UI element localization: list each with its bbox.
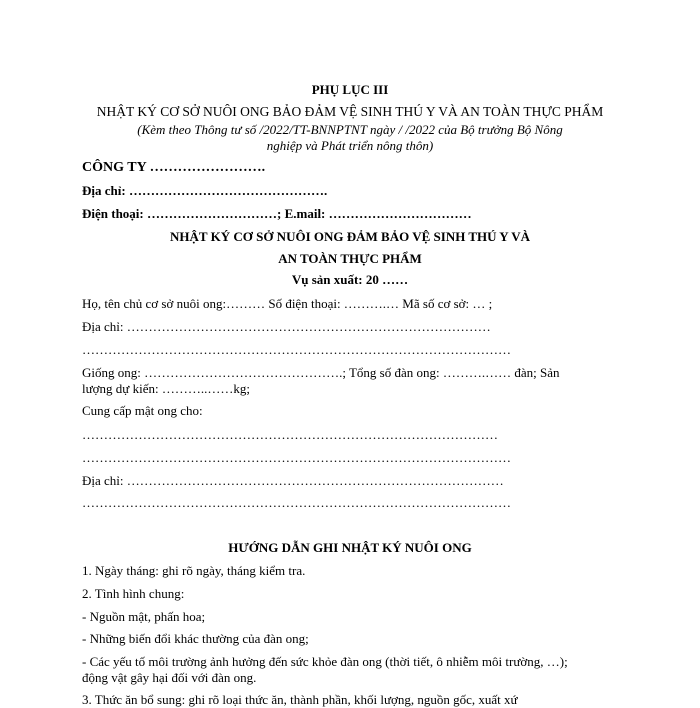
diary-season: Vụ sản xuất: 20 …… [291,272,409,287]
supply-line2: ……………………………………………………………………………………… [82,450,511,465]
guide-item3: 3. Thức ăn bổ sung: ghi rõ loại thức ăn, thành phần, khối lượng, nguồn gốc, xuất xứ [82,692,518,707]
diary-title-line1: NHẬT KÝ CƠ SỞ NUÔI ONG ĐẢM BẢO VỆ SINH THÚ Y VÀ [170,229,530,244]
address-line2: ……………………………………………………………………………………… [82,342,511,357]
appendix-subtitle: NHẬT KÝ CƠ SỞ NUÔI ONG BẢO ĐẢM VỆ SINH THÚ Y VÀ AN TOÀN THỰC PHẨM [96,104,604,119]
guide-item1: 1. Ngày tháng: ghi rõ ngày, tháng kiểm tra. [82,563,306,578]
guide-item2a: - Nguồn mật, phấn hoa; [82,609,206,624]
supply-address-line: Địa chỉ: …………………………………………………………………………… [82,473,504,488]
supply-label: Cung cấp mật ong cho: [82,403,203,418]
appendix-title: PHỤ LỤC III [311,82,389,97]
guide-title: HƯỚNG DẪN GHI NHẬT KÝ NUÔI ONG [228,540,472,555]
breed-line1: Giống ong: ……………………………………….; Tổng số đàn ong: ……….…… đàn; Sản [82,365,560,380]
diary-title-line2: AN TOÀN THỰC PHẨM [278,251,422,266]
address-line1: Địa chỉ: ………………………………………………………………………… [82,319,491,334]
company-address: Địa chỉ: ………………………………………. [82,183,328,198]
company-name: CÔNG TY ……………………. [82,160,266,175]
appendix-note-line1: (Kèm theo Thông tư số /2022/TT-BNNPTNT ngày / /2022 của Bộ trưởng Bộ Nông [137,122,563,137]
breed-line2: lượng dự kiến: ………..……kg; [82,381,250,396]
owner-line: Họ, tên chủ cơ sở nuôi ong:……… Số điện thoại: ……….… Mã số cơ sở: … ; [82,296,493,311]
guide-item2c-line1: - Các yếu tố môi trường ảnh hưởng đến sức khỏe đàn ong (thời tiết, ô nhiễm môi trường, …); [82,654,568,669]
appendix-note-line2: nghiệp và Phát triển nông thôn) [266,138,434,153]
guide-item2: 2. Tình hình chung: [82,586,185,601]
company-contact: Điện thoại: …………………………; E.mail: …………………………… [82,206,472,221]
supply-line1: …………………………………………………………………………………… [82,427,498,442]
guide-item2b: - Những biến đổi khác thường của đàn ong; [82,631,309,646]
guide-item2c-line2: động vật gây hại đối với đàn ong. [82,670,257,685]
supply-line3: ……………………………………………………………………………………… [82,495,511,510]
